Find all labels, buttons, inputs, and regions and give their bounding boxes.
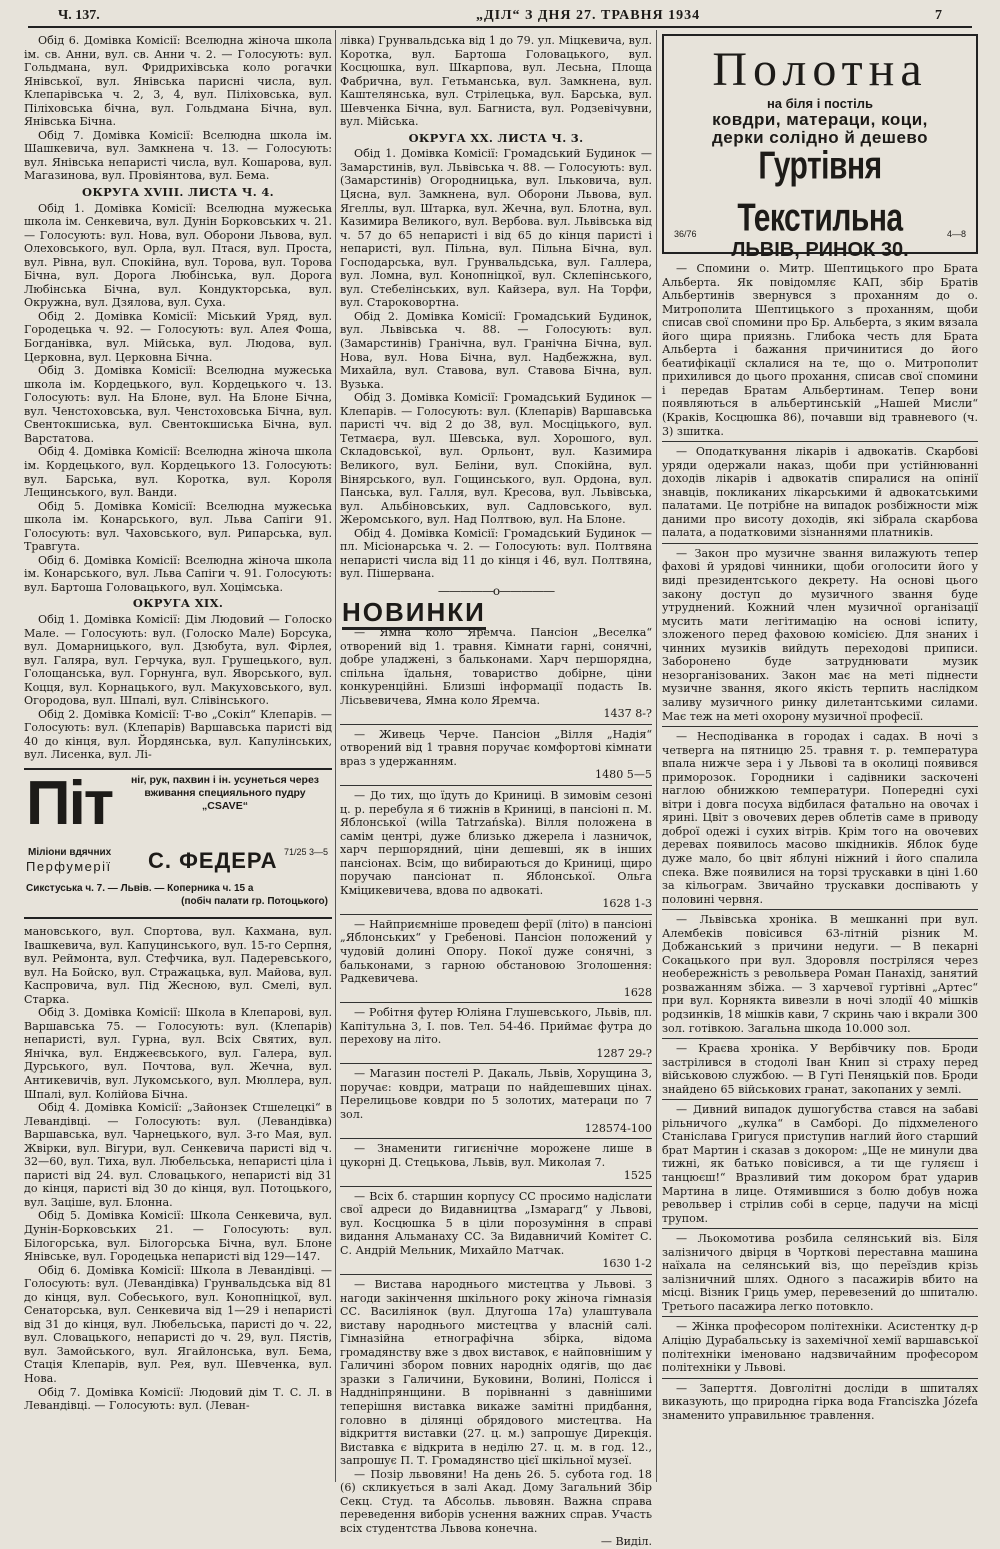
section-heading: ОКРУГА XX. ЛИСТА Ч. 3. (408, 130, 584, 145)
ad-address-note: (побіч палати гр. Потоцького) (181, 895, 328, 907)
paragraph: Обід 2. Домівка Комісії: Громадський Будинок, вул. Львівська ч. 88. — Голосують: вул. (Замарстинів) Гранічна, вул. Гранічна Бічна, вул. Нова, вул. Нова Бічна, вул. Надбежжна, вул. Михайла, вул. Ставова, вул. Ставова Бічна, вул. Вузька. (340, 309, 652, 391)
separator (662, 1228, 978, 1229)
ad-tagline: Міліони вдячних (28, 846, 112, 858)
page-header (28, 6, 972, 28)
ad-text: ніг, рук, пахвин і ін. усунеться через вживання специяльного пудру „CSAVE“ (130, 773, 320, 812)
news-item: — Живець Черче. Пансіон „Вілля „Надія“ отворений від 1 травня поручає комфортові кімнати враз з удержанням. (340, 727, 652, 768)
advertisement-textiles (662, 34, 978, 261)
paragraph: Обід 7. Домівка Комісії: Вселюдна школа ім. Шашкевича, вул. Замкнена ч. 13. — Голосують: вул. Янівська непаристі числа, вул. Кошарова, вул. Магазинова, вул. Провіянтова, вул. Бема. (24, 128, 332, 183)
ad-code: 1287 29-? (596, 1046, 652, 1060)
section-title (342, 597, 652, 628)
separator (340, 1274, 652, 1275)
separator (340, 724, 652, 725)
advertisement-pit (24, 768, 332, 919)
ad-address: ЛЬВІВ, РИНОК 30. (731, 239, 909, 261)
paragraph: Обід 4. Домівка Комісії: Вселюдна жіноча школа ім. Кордецького, вул. Кордецького 13. Голосують: вул. Барська, вул. Коротка, вул. Короля Лещинського, вул. Ванди. (24, 445, 332, 500)
news-item: — Закон про музичне звання вилажують тепер фахові й урядові чинники, щоби оголосити його у виді президентського декрету. На основі цього закону доступ до музичного звання буде утруднений. Кожний член музичної організації мусить мати легітимацію на основі іспиту, зложеного перед фаховою комісією. Для знаних і чинних музиків вийдуть переходові приписи. Заборонено буде затруднювати музик незорганізованих. Закон має на меті піднести музичне звання, якого якість терпить наслідком заливу музичного ринку дилетантськими силами. Має теж на меті охорону музичної професії. (662, 546, 978, 723)
ad-code: 1630 1-2 (602, 1257, 652, 1271)
paragraph: Обід 3. Домівка Комісії: Вселюдна мужеська школа ім. Кордецького, вул. Кордецького ч. 13. Голосують: вул. На Блоне, вул. На Блоне Бічна, вул. Ченстоховська, вул. Ченстоховська Бічна, вул. Свентокшиська, вул. Свентокшиська Бічна, вул. Варстатова. (24, 364, 332, 445)
ad-code: 1628 (623, 985, 652, 999)
paragraph: лівка) Грунвальдська від 1 до 79. ул. Міцкевича, вул. Коротка, вул. Бартоша Головацького, вул. Косцюшка, вул. Шкарпова, вул. Лесьна, Площа Фабрична, вул. Гетьманська, вул. Замкнена, вул. Каштелянська, вул. Стрілецька, вул. Барська, вул. Шевченка Бічна, вул. Багниста, вул. Родзевічувни, вул. Мійська. (340, 34, 652, 129)
separator (340, 785, 652, 786)
paragraph: Обід 1. Домівка Комісії: Громадський Будинок — Замарстинів, вул. Львівська ч. 88. — Голосують: вул. (Замарстинів) Огородницька, вул. Ільковича, вул. Цясна, вул. Замкнена, вул. Оборони Львова, вул. Ягеллы, вул. Штарка, вул. Жечна, вул. Блотна, вул. Казимира Великого, вул. Вербова. вул. Львівська від ч. 57 до 65 непаристі і від 65 до кінця паристі і непаристі, вул. Пільна, вул. Пільна Бічна, вул. Господарська, вул. Грунвальдська, вул. Галлера, вул. Ломна, вул. Конопніцкої, вул. Склепінського, вул. Стебелінських, вул. Кайзера, вул. На Торфи, вул. Староковортна. (340, 147, 652, 310)
news-item: — Ямна коло Яремча. Пансіон „Веселка“ отворений від 1. травня. Кімнати гарні, сонячні, добре уладжені, з бальконами. Харч першорядна, спільна їдальня, товариство добірне, ціни конкуренційні. Близші інформації подасть Ів. Лісьвевичева, Ямна коло Яремча. (340, 625, 652, 707)
separator (340, 1138, 652, 1139)
ad-address: Сикстуська ч. 7. — Львів. — Коперника ч. 15 а (26, 882, 254, 894)
ad-code: 128574-100 (584, 1121, 652, 1135)
section-heading: ОКРУГА XVIII. ЛИСТА Ч. 4. (82, 185, 274, 200)
ad-headline: Піт (26, 768, 113, 838)
news-item: — Магазин постелі Р. Дакаль, Львів, Хорущина 3, поручає: ковдри, матраци по найдешевших цінах. Перелицьове ковдри по 5 золотих, матераци по 7 зол. (340, 1067, 652, 1122)
column-rule (335, 30, 336, 1482)
ad-code: 1480 5—5 (595, 768, 652, 782)
ad-code: 4—8 (946, 229, 966, 240)
column-3 (662, 34, 978, 1480)
paragraph: Обід 3. Домівка Комісії: Школа в Клепарові, вул. Варшавська 75. — Голосують: вул. (Клепарів) непаристі, вул. Гурна, вул. Всіх Святих, вул. Янічка, вул. Енджеєвського, вул. Галера, вул. Дурського, вул. Почтова, вул. Жечна, вул. Антикевичів, вул. Лукомського, вул. Мюллера, вул. Шпалі, вул. Колійова Бічна. (24, 1006, 332, 1101)
separator (340, 1063, 652, 1064)
page-number: 7 (935, 8, 942, 23)
paragraph: Обід 7. Домівка Комісії: Людовий дім Т. С. Л. в Левандівці. — Голосують: вул. (Леван- (24, 1385, 332, 1413)
news-item: — Вистава народнього мистецтва у Львові. З нагоди закінчення шкільного року жіноча гімназія СС. Василіянок (вул. Длугоша 17а) улаштувала виставу народнього мистецтва у власній салі. Гімназійна етнографічна збірка, відома громадянству вже з двох виставок, є найповнішим у Галичині збором повних народніх одягів, що дає зразки з Галичини, Буковини, Волині, Полісся і Наддніпрянщини. В порівнанні з давнішими теперішня виставка викаже замітні придбання, головно в ділянці обрядового мистецтва. На відкриття виставки (27. ц. м.) запрошує Дирекція. Виставка є відкрита в неділю 27. ц. м. в год. 12., запрошує П. Т. Громадянство цієї шкільної музеї. (340, 1278, 652, 1468)
separator (662, 441, 978, 442)
separator (340, 1186, 652, 1187)
ad-product-line: ковдри, матераци, коци, (712, 110, 928, 129)
news-item: — Позір львовяни! На день 26. 5. субота год. 18 (6) скликується в залі Акад. Дому Загальний Збір Секц. Студ. та Абсольв. львовян. Важна справа переведення виборів уснення важних справ. Участь всіх студентства Львова конечна. (340, 1467, 652, 1535)
separator (662, 1316, 978, 1317)
column-1 (24, 34, 332, 1480)
paragraph: мановського, вул. Спортова, вул. Кахмана, вул. Івашкевича, вул. Капуцинського, вул. 15-го Серпня, вул. Реймонта, вул. Стефчика, вул. Падеревського, вул. На Бойско, вул. Стражацька, вул. Майова, вул. Каспровича, вул. Під Жесною, вул. Смелі, вул. Старка. (24, 924, 332, 1006)
news-item: — Дивний випадок душогубства стався на забаві рільничого „кулка“ в Самборі. До підхмеленого Станіслава Григуся приступив наглий його старший брат Мартин і сказав з докором: „Ще не минули два тижні, як батько повісився, а ти ще гуляєш і танцюєш!“ Вразливий тим докором брат ударив Мартина в лице. Отямившися з болю добув ножа револьвер і стрілив собі в серце, падучи на місці трупом. (662, 1103, 978, 1225)
ad-code: 1437 8-? (603, 707, 652, 721)
paragraph: Обід 4. Домівка Комісії: Громадський Будинок — пл. Місіонарська ч. 2. — Голосують: вул. Полтвяна непаристі числа від 11 до кінця і 46, вул. Полтвяна, вул. Пішервана. (340, 526, 652, 581)
paragraph: Обід 1. Домівка Комісії: Дім Людовий — Голоско Мале. — Голосують: вул. (Голоско Мале) Борсука, вул. Домарницького, вул. Дзюбута, вул. Фірлея, вул. Галяра, вул. Герчука, вул. Грушецького, вул. Голощанська, вул. Горнунга, вул. Яворського, вул. Коцця, вул. Корнацького, вул. Макуховського, вул. Огородова, вул. Шпалі, вул. Слівінського. (24, 612, 332, 708)
column-2 (340, 34, 652, 1549)
separator (662, 726, 978, 727)
paragraph: Обід 5. Домівка Комісії: Школа Сенкевича, вул. Дунін-Борковських 21. — Голосують: вул. Білогорська, вул. Білогорська Бічна, вул. Блоне Янівське, вул. Городецька непаристі від 129—147. (24, 1209, 332, 1264)
news-item: — Спомини о. Митр. Шептицького про Брата Альберта. Як повідомляє КАП, збір Братів Альбертинів звернувся з проханням до о. Митрополита Шептицького з проханням, щоби списав свої спомини про Бр. Альберта, з яким вязала його щира приязнь. Глибока честь для Брата Альберта і бажання причинитися до його беатифікації склалися на те, що о. Митрополит прихилився до цього прохання, списав свої спомини і передав Братам Альбертинам. Тепер вони появляються в альбертинській „Нашей Мисли“ (Краків, Косцюшка 86), почавши від травневого (ч. 3) зшитка. (662, 262, 978, 438)
paragraph: Обід 2. Домівка Комісії: Т-во „Сокіл“ Клепарів. — Голосують: вул. (Клепарів) Варшавська паристі від 40 до кінця, вул. Йордянська, вул. Капулінських, вул. Лисенка, вул. Лі- (24, 707, 332, 762)
paragraph: Обід 6. Домівка Комісії: Вселюдна жіноча школа ім. Конарського, вул. Льва Сапіги ч. 91. Голосують: вул. Бартоша Головацького, вул. Хоцімська. (24, 553, 332, 594)
section-title-text: НОВИНКИ (342, 597, 486, 630)
news-item: — Оподаткування лікарів і адвокатів. Скарбові уряди одержали наказ, щоби при устійнюванні доходів лікарів і адвокатів спиралися на опінії знавців, покликаних лікарськими й адвокатськими палатами. Це потрібне на випадок розбіжности між даними про висоту доходів, які зібрала скарбова палата, а податковими зізнаннями платників. (662, 445, 978, 540)
ad-code: 1525 (623, 1169, 652, 1183)
ad-subline: на біля і постіль (766, 96, 874, 111)
signature: — Виділ. (600, 1535, 652, 1549)
paragraph: Обід 3. Домівка Комісії: Громадський Будинок — Клепарів. — Голосують: вул. (Клепарів) Варшавська паристі чч. від 2 до 38, вул. Мосціцького, вул. Тетмаєра, вул. Шевська, вул. Хорошого, вул. Складовської, вул. Орльонт, вул. Казимира Великого, вул. Беліни, вул. Спокійна, вул. Вінярського, вул. Гощинського, вул. Ордона, вул. Панська, вул. Галля, вул. Кресова, вул. Львівська, вул. Альбіновських, вул. Садловського, вул. Жеромського, вул. Над Полтвою, вул. На Блоне. (340, 391, 652, 527)
separator (662, 1099, 978, 1100)
paragraph: Обід 6. Домівка Комісії: Школа в Левандівці. — Голосують: вул. (Левандівка) Грунвальдська від 81 до кінця, вул. Собеського, вул. Конопніцкої, вул. Сенаторська, вул. Сенкевича від 1—29 і непаристі від 31 до кінця, вул. Любельська, паристі до ч. 22, вул. Словацького, непаристі до ч. 29, вул. Пястів, вул. Замойського, вул. Ягайлонська, вул. Бема, Стація Клепарів, вул. Рея, вул. Шевченка, вул. Нова. (24, 1263, 332, 1386)
news-item: — Всіх б. старшин корпусу СС просимо надіслати свої адреси до Видавництва „Ізмарагд“ у Львові, вул. Косцюшка 5 в ціли порозуміння в справі видання Альманаху СС. За Видавничий Комітет С. С. Андрій Мельник, Михайло Матчак. (340, 1189, 652, 1257)
issue-number: Ч. 137. (58, 8, 100, 23)
news-item: — Льокомотива розбила селянський віз. Біля залізничого двірця в Чорткові переставна машина наїхала на селянський віз, що переїздив крізь залізничний шлях. Одного з пасажирів вбито на місці. Візник Гриць умер, перевезений до шпиталю. Третього пасажира легко потовкло. (662, 1232, 978, 1313)
news-item: — Найприємніше проведеш ферії (літо) в пансіоні „Яблонських“ у Гребенові. Пансіон положений у чудовій долині Опору. Покої дуже сонячні, з бальконами, з гарною обстановою Зголошення: Радкевичева. (340, 917, 652, 986)
separator (662, 1378, 978, 1379)
separator (662, 1038, 978, 1039)
news-item: — Жінка професором політехніки. Асистентку д-р Аліцію Дурабальську із захемічної хемії варшавської політехніки іменовано надзвичайним професором політехніки у Львові. (662, 1320, 978, 1375)
ad-code: 1628 1-3 (602, 897, 652, 911)
ad-headline: Полотна (712, 43, 928, 96)
separator (340, 914, 652, 915)
news-item: — Краєва хроніка. У Вербівчику пов. Броди застрілився в стодолі Іван Книп зі страху перед військовою службою. — В Гуті Пеняцькій пов. Броди знайдено 65 військових гранат, закопаних у землі. (662, 1042, 978, 1096)
masthead-date: „ДІЛ“ З ДНЯ 27. ТРАВНЯ 1934 (476, 8, 701, 23)
separator (662, 543, 978, 544)
paragraph: Обід 4. Домівка Комісії: „Зайонзек Стшелецкі“ в Левандівці. — Голосують: вул. (Левандівка) Варшавська, вул. Чарнецького, вул. 3-го Мая, вул. Жвірки, вул. Вігури, вул. Сенкевича паристі від ч. 32—60, вул. Тиха, вул. Любельська, непаристі ціла і паристі від 24. вул. Словацького, непаристі від 31 до кінця, паристі від 30 до кінця, вул. Потоцького, вул. Заціше, вул. Блонна. (24, 1101, 332, 1209)
ad-shop-label: Перфумерії (26, 858, 112, 874)
ad-shop-name: С. ФЕДЕРА (148, 847, 278, 873)
news-item: — До тих, що їдуть до Криниці. В зимовім сезоні ц. р. перебула я 6 тижнів в Криниці, в пансіоні п. М. Яблонської (willa Tatrzańska). Вілля положена в самім центрі, дуже близько джерела і лазничок, харч першорядний, ціни дешевші, як в інших пансіонах. Всім, що вибираються до Криниці, щиро поручаю пансіонат п. Яблонської. Ольга Кміцикевичева, вдова по адвокаті. (340, 788, 652, 897)
ad-code: 36/76 (674, 229, 697, 240)
news-item: — Львівська хроніка. В мешканні при вул. Алембеків повісився 63-літній різник М. Добжанський з причини недуги. — В пекарні Сокацького при вул. Здоровля постріляся через необережність з револьвера Роман Панахід, занятий розважанням збіжа. — З харчевої гуртівні „Артес“ при вул. Корнякта вивезли в ночі злодії 40 мішків родзинків, 18 мішків кави, 7 скринь чаю і вкрали 300 зол. готівкою. Загальна шкода 10.000 зол. (662, 913, 978, 1035)
separator (662, 909, 978, 910)
news-item: — Заперття. Довголітні досліди в шпиталях виказують, що природна гірка вода Franciszka Józefa знаменито управильнює травлення. (662, 1381, 978, 1422)
ad-product-line: дерки солідно й дешево (711, 128, 929, 147)
paragraph: Обід 6. Домівка Комісії: Вселюдна жіноча школа ім. св. Анни, вул. св. Анни ч. 2. — Голосують: вул. Гольдмана, вул. Фридрихівська коло рогачки Янівської, вул. Янівська парисні числа, вул. Клепарівська ч. 2, 3, 4, вул. Піліховська, вул. Піліховська бічна, вул. Гольдмана Бічна, вул. Янівська Бічна. (24, 34, 332, 129)
column-rule (656, 30, 657, 1482)
paragraph: Обід 5. Домівка Комісії: Вселюдна мужеська школа ім. Конарського, вул. Льва Сапіги 91. Голосують: вул. Чаховського, вул. Рипарська, вул. Травгута. (24, 499, 332, 554)
news-item: — Знаменити гигиєнічне морожене лише в цукорні Д. Стецькова, Львів, вул. Миколая 7. (340, 1142, 652, 1169)
news-item: — Несподіванка в городах і садах. В ночі з четверга на пятницю 25. травня т. р. температура впала нижче зера і у Львові та в околиці появився приморозок. Городники і садівники заскочені наглою обнижкою температури. Попередні сухі вітри і довга посуха відбилася фатально на овочах і ярині. Цвіт з овочевих дерев облетів саме в приводу доброї одежі і сухих вітрів. Крім того на овочевих деревах появилось масово шкідників. Яблок буде дуже мало, бо цвіт яблуні ніжний і його спалила спека. Вже появилися на торзі трускавки в ціні 1.60 за кільограм. Звичайно трускавки доспівають у половині червня. (662, 730, 978, 906)
section-heading: ОКРУГА XIX. (132, 596, 224, 611)
paragraph: Обід 1. Домівка Комісії: Вселюдна мужеська школа ім. Сенкевича, вул. Дунін Борковських ч. 21. — Голосують: вул. Нова, вул. Оборони Львова, вул. Олеховського, вул. Орла, вул. Птася, вул. Проста, вул. Рівна, вул. Спокійна, вул. Торова, вул. Торова Бічна, вул. Дорога Любінська, вул. Дорога Любінська Бічна, вул. Кондукторська, вул. Окружна, вул. Дзялова, вул. Суха. (24, 201, 332, 310)
separator (340, 1002, 652, 1003)
news-item: — Робітня футер Юліяна Глушевського, Львів, пл. Капітульна 3, І. пов. Тел. 54-46. Приймає футра до перехову на літо. (340, 1006, 652, 1047)
paragraph: Обід 2. Домівка Комісії: Міський Уряд, вул. Городецька ч. 92. — Голосують: вул. Алея Фоша, Богданівка, вул. Мійська, вул. Людова, вул. Церковна, вул. Церковна Бічна. (24, 309, 332, 364)
ornament-divider: —————o————— (437, 583, 555, 598)
ad-company-name: Гуртівня Текстильна (737, 144, 903, 240)
ad-code: 71/25 3—5 (283, 846, 328, 857)
